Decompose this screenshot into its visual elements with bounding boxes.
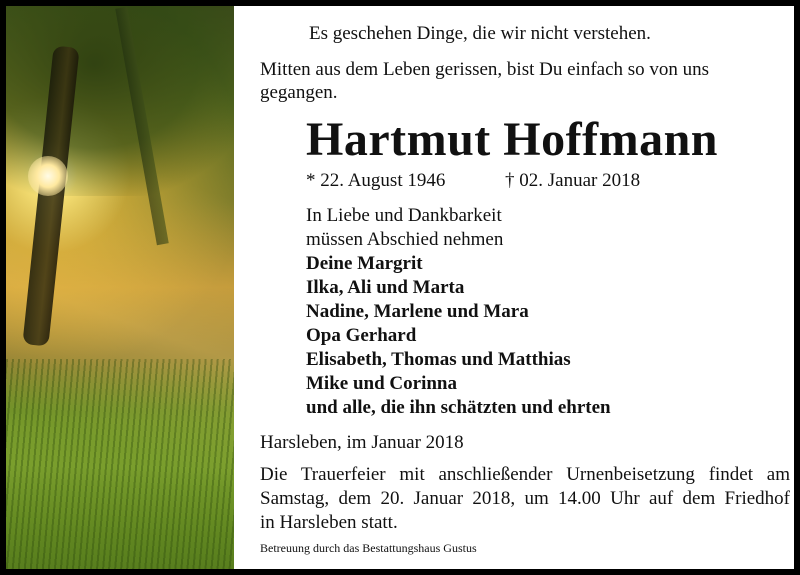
mourner-4: Opa Gerhard bbox=[306, 325, 417, 346]
funeral-line-1: Die Trauerfeier mit anschließender Urnenbeisetzung findet am bbox=[260, 464, 790, 485]
notice-text bbox=[252, 6, 794, 569]
birth-date: * 22. August 1946 bbox=[306, 170, 446, 191]
mourner-3: Nadine, Marlene und Mara bbox=[306, 301, 529, 322]
funeral-line-3: in Harsleben statt. bbox=[260, 512, 398, 533]
sun-glow bbox=[28, 156, 68, 196]
forest-sunlight-image bbox=[6, 6, 234, 569]
mourner-2: Ilka, Ali und Marta bbox=[306, 277, 465, 298]
quote: Es geschehen Dinge, die wir nicht verstehen. bbox=[309, 23, 651, 44]
mourner-6: Mike und Corinna bbox=[306, 373, 457, 394]
mourner-5: Elisabeth, Thomas und Matthias bbox=[306, 349, 571, 370]
undertaker: Betreuung durch das Bestattungshaus Gustus bbox=[260, 541, 477, 555]
intro-line-1: Mitten aus dem Leben gerissen, bist Du einfach so von uns bbox=[260, 59, 710, 80]
mourner-7: und alle, die ihn schätzten und ehrten bbox=[306, 397, 611, 418]
mourner-1: Deine Margrit bbox=[306, 253, 423, 274]
obituary-notice bbox=[6, 6, 794, 569]
deceased-name: Hartmut Hoffmann bbox=[306, 113, 718, 166]
death-date: † 02. Januar 2018 bbox=[505, 170, 641, 191]
mourning-line-1: In Liebe und Dankbarkeit bbox=[306, 205, 502, 226]
intro-line-2: gegangen. bbox=[260, 82, 338, 103]
mourning-line-2: müssen Abschied nehmen bbox=[306, 229, 504, 250]
meadow-grass bbox=[6, 359, 234, 569]
place-date: Harsleben, im Januar 2018 bbox=[260, 432, 464, 453]
funeral-line-2: Samstag, dem 20. Januar 2018, um 14.00 Uhr auf dem Friedhof bbox=[260, 488, 790, 509]
